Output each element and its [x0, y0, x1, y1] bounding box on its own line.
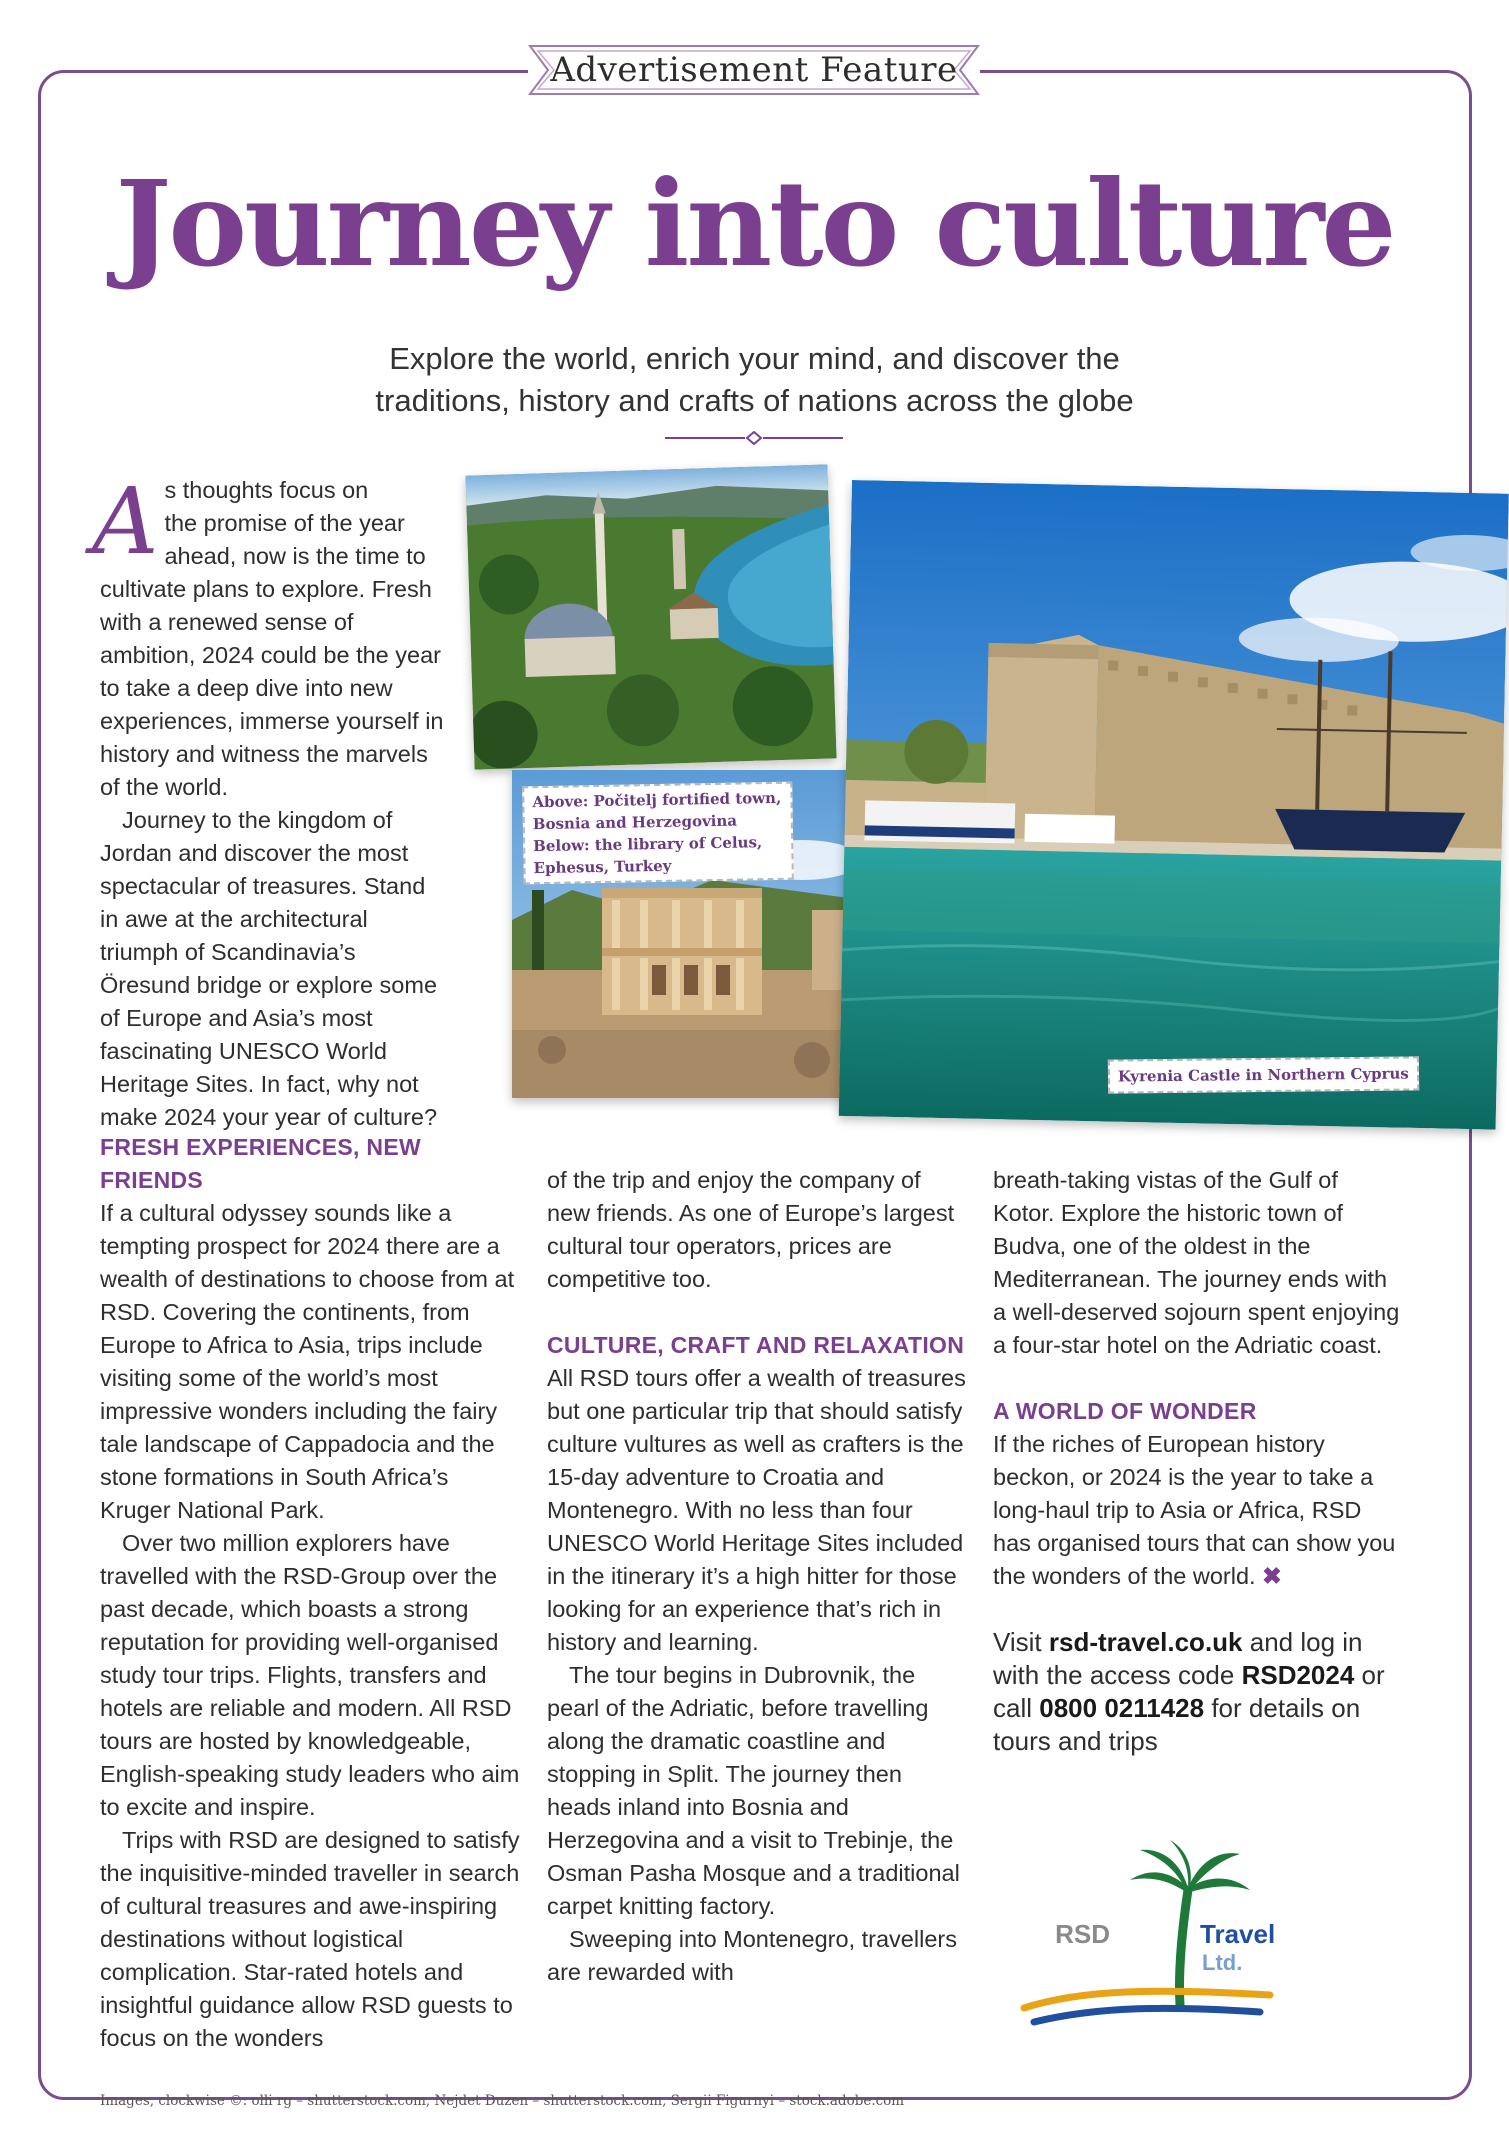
intro-line: ahead, now is the time	[164, 543, 400, 569]
logo-ltd-text: Ltd.	[1202, 1950, 1243, 1975]
drop-cap: A	[92, 468, 159, 575]
heading-culture-craft: CULTURE, CRAFT AND RELAXATION	[547, 1332, 965, 1358]
phone-number[interactable]: 0800 0211428	[1039, 1693, 1205, 1723]
caption-small-photos	[522, 782, 794, 885]
advertisement-banner	[528, 44, 980, 96]
col3-paragraph-text: If the riches of European history beckon, or 2024 is the year to take a long-haul trip to Asia or Africa, RSD has organised tours that can show you the wonders of the world.	[993, 1431, 1396, 1589]
col2-paragraph-3: Sweeping into Montenegro, travellers are rewarded with	[547, 1926, 957, 1985]
intro-column	[92, 468, 450, 1134]
cta-text: and log in with the access code	[993, 1627, 1363, 1690]
caption-line: Above: Počitelj fortified town,	[532, 788, 782, 812]
kyrenia-castle-image	[839, 480, 1509, 1130]
photo-kyrenia-castle	[839, 480, 1509, 1130]
caption-text: Kyrenia Castle in Northern Cyprus	[1117, 1064, 1409, 1086]
logo-travel-text: Travel	[1200, 1919, 1276, 1949]
subtitle-line: Explore the world, enrich your mind, and discover the	[389, 341, 1120, 376]
col1-paragraph-1: If a cultural odyssey sounds like a tempting prospect for 2024 there are a wealth of destinations to choose from at RSD. Covering the continents, from Europe to Africa to Asia, trips include visiting some of the world’s most impressive wonders including the fairy tale landscape of Cappadocia and the stone formations in South Africa’s Kruger National Park.	[100, 1200, 515, 1523]
col2-paragraph-1: All RSD tours offer a wealth of treasures but one particular trip that should satisfy culture vultures as well as crafters is the 15-day adventure to Croatia and Montenegro. With no less than four UNESCO World Heritage Sites included in the itinerary it’s a high hitter for those looking for an experience that’s rich in history and learning.	[547, 1365, 966, 1655]
photo-pocitelj	[465, 464, 836, 769]
caption-kyrenia-castle	[1108, 1056, 1419, 1093]
col3-paragraph-1	[993, 1428, 1403, 1593]
heading-fresh-experiences: FRESH EXPERIENCES, NEW FRIENDS	[100, 1134, 421, 1193]
subtitle	[300, 338, 1209, 422]
pocitelj-image	[465, 464, 836, 769]
column-2	[547, 1164, 967, 1989]
palm-tree-icon	[1020, 1830, 1280, 2030]
column-1	[100, 1131, 520, 2055]
caption-line: Below: the library of Celus,	[533, 833, 763, 856]
intro-paragraph	[92, 468, 450, 804]
end-mark-icon: ✖	[1262, 1563, 1282, 1589]
access-code: RSD2024	[1241, 1660, 1355, 1690]
intro-paragraph-2: Journey to the kingdom of Jordan and discover the most spectacular of treasures. Stand in awe at the architectural triumph of Scandinavia’s Öresund bridge or explore some of Europe and Asia’s most fascinating UNESCO World Heritage Sites. In fact, why not make 2024 your year of culture?	[100, 807, 438, 1130]
col1-paragraph-3: Trips with RSD are designed to satisfy the inquisitive-minded traveller in search of cultural treasures and awe-inspiring destinations without logistical complication. Star-rated hotels and insightful guidance allow RSD guests to focus on the wonders	[100, 1827, 520, 2051]
col1-paragraph-2: Over two million explorers have travelled with the RSD-Group over the past decade, which boasts a strong reputation for providing well-organised study tour trips. Flights, transfers and hotels are reliable and modern. All RSD tours are hosted by knowledgeable, English-speaking study leaders who aim to excite and inspire.	[100, 1530, 520, 1820]
page-title: Journey into culture	[115, 154, 1394, 293]
image-credits: Images, clockwise ©: olli rg – shutterstock.com, Nejdet Duzen – shutterstock.com, Sergii Figurnyi – stock.adobe.com	[100, 2093, 905, 2109]
call-to-action	[993, 1626, 1403, 1758]
subtitle-line: traditions, history and crafts of nations across the globe	[375, 383, 1134, 418]
banner-label: Advertisement Feature	[550, 50, 958, 90]
heading-world-of-wonder: A WORLD OF WONDER	[993, 1398, 1257, 1424]
column-3	[993, 1164, 1403, 1758]
website-link[interactable]: rsd-travel.co.uk	[1048, 1627, 1243, 1657]
cta-text: Visit	[993, 1627, 1049, 1657]
caption-line: Ephesus, Turkey	[533, 856, 672, 878]
caption-line: Bosnia and Herzegovina	[532, 811, 738, 834]
cta-text: or call	[993, 1660, 1385, 1723]
col2-paragraph-2: The tour begins in Dubrovnik, the pearl of the Adriatic, before travelling along the dramatic coastline and stopping in Split. The journey then heads inland into Bosnia and Herzegovina and a visit to Trebinje, the Osman Pasha Mosque and a traditional carpet knitting factory.	[547, 1662, 960, 1919]
ornament-divider	[665, 431, 843, 445]
intro-text: to cultivate plans to explore. Fresh with a renewed sense of ambition, 2024 could be the year to take a deep dive into new experiences, immerse yourself in history and witness the marvels of the world.	[100, 543, 444, 800]
intro-line: the promise of the year	[164, 510, 405, 536]
col2-paragraph-0: of the trip and enjoy the company of new friends. As one of Europe’s largest cultural tour operators, prices are competitive too.	[547, 1167, 955, 1292]
logo-rsd-text: RSD	[1055, 1919, 1110, 1949]
col3-paragraph-0: breath-taking vistas of the Gulf of Kotor. Explore the historic town of Budva, one of the oldest in the Mediterranean. The journey ends with a well-deserved sojourn spent enjoying a four-star hotel on the Adriatic coast.	[993, 1167, 1400, 1358]
rsd-travel-logo	[1020, 1830, 1280, 2030]
cta-text: for details on tours and trips	[993, 1693, 1361, 1756]
intro-line: s thoughts focus on	[164, 477, 369, 503]
